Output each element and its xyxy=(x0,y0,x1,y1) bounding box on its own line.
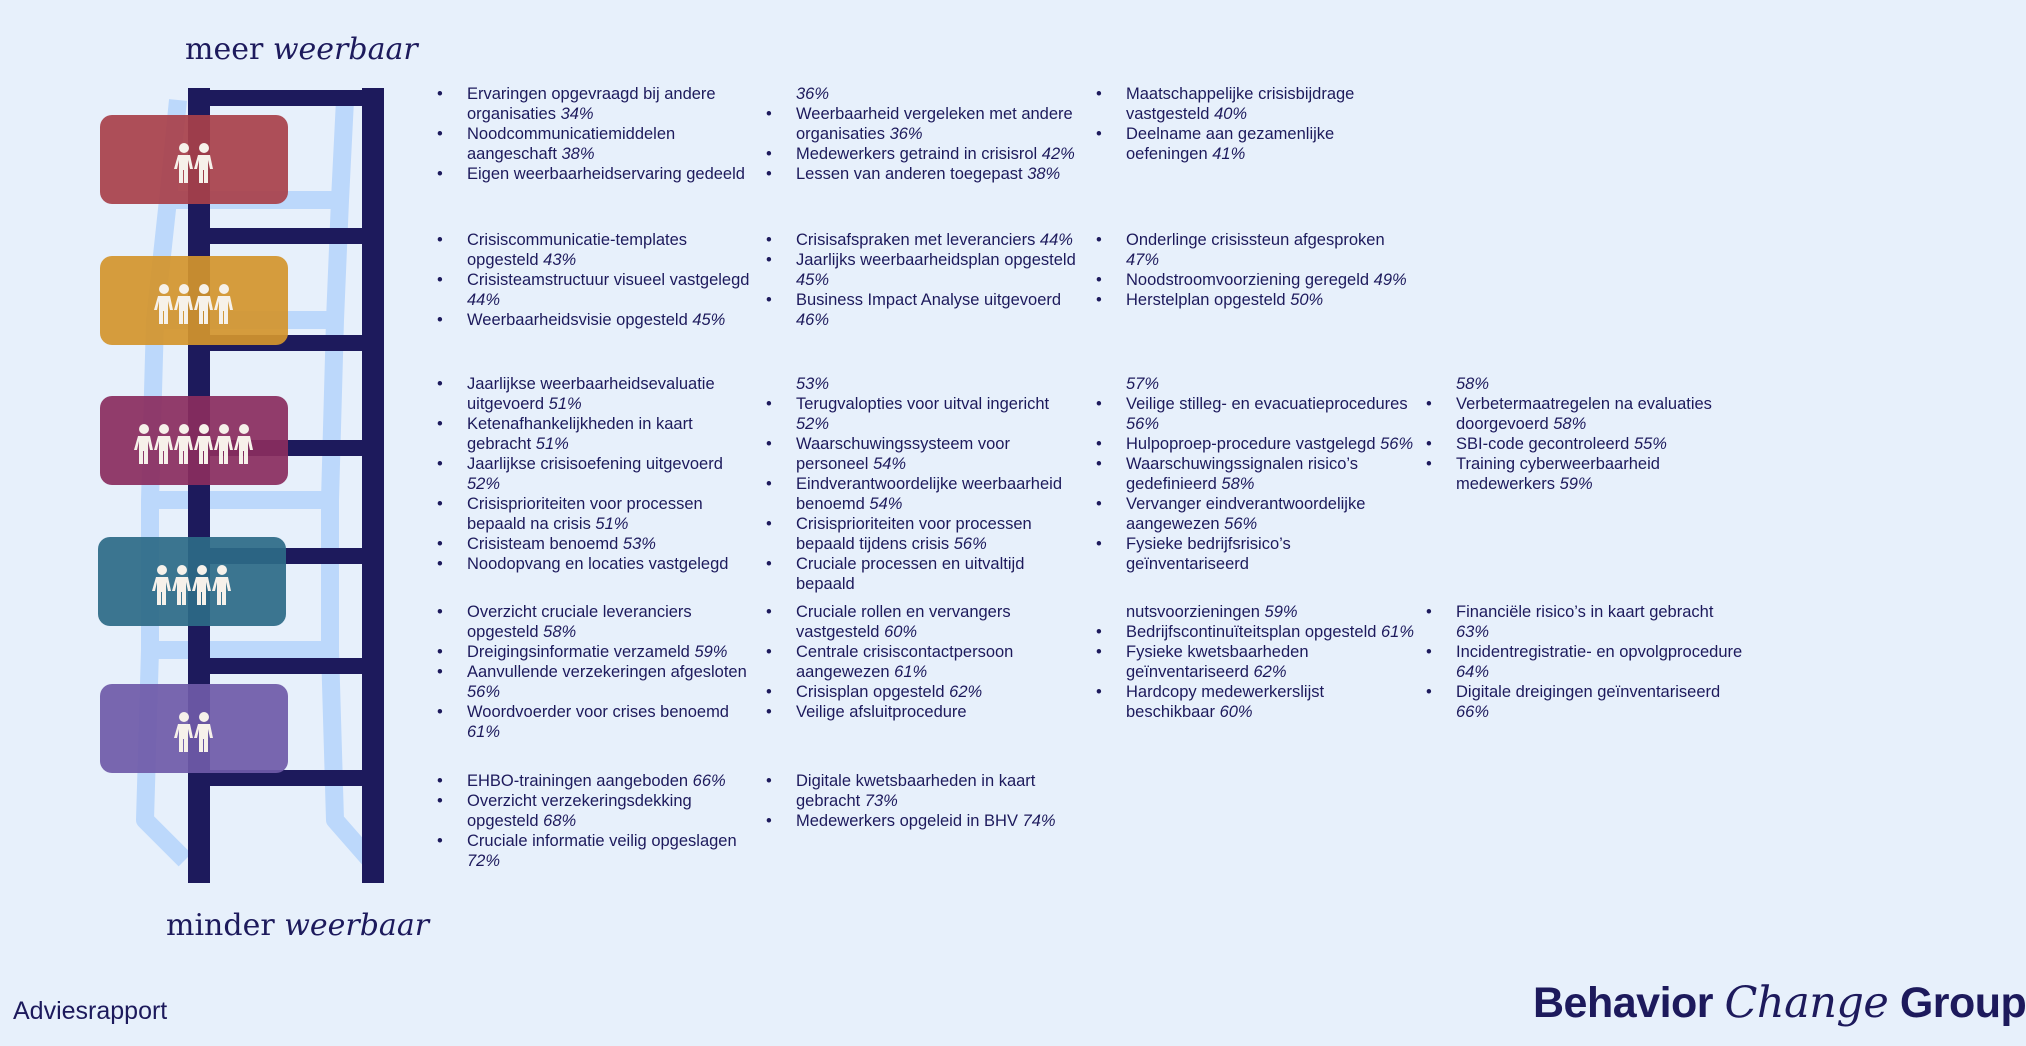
measure-item: • Hulpoproep-procedure vastgelegd 56% xyxy=(1096,434,1416,454)
measure-item: • Maatschappelijke crisisbijdrage vastgesteld 40% xyxy=(1096,84,1416,124)
measure-item xyxy=(1096,374,1416,394)
measure-item: • Fysieke bedrijfsrisico’s geïnventariseerd xyxy=(1096,534,1416,574)
measure-item: • Crisisteamstructuur visueel vastgelegd 44% xyxy=(437,270,757,310)
measure-item: • Hardcopy medewerkerslijst beschikbaar 60% xyxy=(1096,682,1416,722)
percentage: 45% xyxy=(796,271,830,289)
percentage: 44% xyxy=(1039,231,1073,249)
ladder-rung xyxy=(188,658,384,674)
percentage: 56% xyxy=(953,535,987,553)
measure-item: • Ketenafhankelijkheden in kaart gebracht 51% xyxy=(437,414,757,454)
measure-item: • Cruciale informatie veilig opgeslagen 72% xyxy=(437,831,757,871)
measures-row-3-col-2 xyxy=(766,374,1086,594)
percentage: 38% xyxy=(1027,165,1061,183)
percentage: 55% xyxy=(1633,435,1667,453)
measure-item: • EHBO-trainingen aangeboden 66% xyxy=(437,771,757,791)
percentage: 62% xyxy=(949,683,983,701)
measure-item: • SBI-code gecontroleerd 55% xyxy=(1426,434,1746,454)
measure-item: • Incidentregistratie- en opvolgprocedure 64% xyxy=(1426,642,1746,682)
report-label: Adviesrapport xyxy=(13,997,168,1025)
percentage: 53% xyxy=(796,375,830,393)
measure-item: • Medewerkers opgeleid in BHV 74% xyxy=(766,811,1086,831)
measure-item: • Terugvalopties voor uitval ingericht 52% xyxy=(766,394,1086,434)
percentage: 34% xyxy=(560,105,594,123)
level-card-1 xyxy=(100,115,288,204)
measure-item: • Waarschuwingssignalen risico’s gedefinieerd 58% xyxy=(1096,454,1416,494)
percentage: 51% xyxy=(548,395,582,413)
measure-item: • Digitale kwetsbaarheden in kaart gebracht 73% xyxy=(766,771,1086,811)
measure-item: • Onderlinge crisissteun afgesproken 47% xyxy=(1096,230,1416,270)
measure-item: • Weerbaarheidsvisie opgesteld 45% xyxy=(437,310,757,330)
brand-logo: Behavior Change Group xyxy=(1533,978,2026,1028)
measure-item: • Digitale dreigingen geïnventariseerd 66% xyxy=(1426,682,1746,722)
measure-item: • Vervanger eindverantwoordelijke aangewezen 56% xyxy=(1096,494,1416,534)
measure-item: • Woordvoerder voor crises benoemd 61% xyxy=(437,702,757,742)
measure-item: • Ervaringen opgevraagd bij andere organisaties 34% xyxy=(437,84,757,124)
percentage: 64% xyxy=(1456,663,1490,681)
measure-item: • Centrale crisiscontactpersoon aangewezen 61% xyxy=(766,642,1086,682)
measures-row-3-col-3 xyxy=(1096,374,1416,574)
percentage: 56% xyxy=(1224,515,1258,533)
percentage: 59% xyxy=(694,643,728,661)
percentage: 54% xyxy=(869,495,903,513)
measures-row-3-col-1 xyxy=(437,374,757,574)
measure-item: • Crisisteam benoemd 53% xyxy=(437,534,757,554)
percentage: 36% xyxy=(796,85,830,103)
measure-item: • Crisisplan opgesteld 62% xyxy=(766,682,1086,702)
percentage: 38% xyxy=(561,145,595,163)
measure-item: • Crisiscommunicatie-templates opgesteld 43% xyxy=(437,230,757,270)
measures-row-3-col-4 xyxy=(1426,374,1746,494)
level-card-3 xyxy=(100,396,288,485)
percentage: 36% xyxy=(889,125,923,143)
percentage: 49% xyxy=(1373,271,1407,289)
level-card-5 xyxy=(100,684,288,773)
measure-item: • Crisisprioriteiten voor processen bepaald na crisis 51% xyxy=(437,494,757,534)
measure-item: • Dreigingsinformatie verzameld 59% xyxy=(437,642,757,662)
percentage: 61% xyxy=(894,663,928,681)
percentage: 59% xyxy=(1264,603,1298,621)
percentage: 68% xyxy=(543,812,577,830)
measure-item: • Weerbaarheid vergeleken met andere organisaties 36% xyxy=(766,104,1086,144)
percentage: 53% xyxy=(622,535,656,553)
percentage: 54% xyxy=(873,455,907,473)
measure-item: • Jaarlijks weerbaarheidsplan opgesteld 45% xyxy=(766,250,1086,290)
measures-row-5-col-2 xyxy=(766,771,1086,831)
measure-item: • Waarschuwingssysteem voor personeel 54% xyxy=(766,434,1086,474)
percentage: 58% xyxy=(1221,475,1255,493)
measure-item: • Noodcommunicatiemiddelen aangeschaft 38% xyxy=(437,124,757,164)
percentage: 61% xyxy=(1381,623,1415,641)
percentage: 52% xyxy=(796,415,830,433)
percentage: 62% xyxy=(1253,663,1287,681)
percentage: 57% xyxy=(1126,375,1160,393)
percentage: 58% xyxy=(1553,415,1587,433)
percentage: 56% xyxy=(467,683,501,701)
measures-row-1-col-2 xyxy=(766,84,1086,184)
percentage: 56% xyxy=(1126,415,1160,433)
percentage: 58% xyxy=(543,623,577,641)
measure-item xyxy=(1426,374,1746,394)
ladder-rung xyxy=(188,228,384,244)
measures-row-1-col-3 xyxy=(1096,84,1416,164)
measure-item: • Aanvullende verzekeringen afgesloten 56% xyxy=(437,662,757,702)
measure-item: nutsvoorzieningen 59% xyxy=(1126,603,1298,621)
measure-item: • Veilige stilleg- en evacuatieprocedures 56% xyxy=(1096,394,1416,434)
top-label: meer weerbaar xyxy=(185,32,418,67)
measure-item: • Financiële risico’s in kaart gebracht 63% xyxy=(1426,602,1746,642)
measure-item: • Medewerkers getraind in crisisrol 42% xyxy=(766,144,1086,164)
measure-item: • Crisisafspraken met leveranciers 44% xyxy=(766,230,1086,250)
percentage: 58% xyxy=(1456,375,1490,393)
measure-item: • Cruciale rollen en vervangers vastgesteld 60% xyxy=(766,602,1086,642)
percentage: 52% xyxy=(467,475,501,493)
measure-item: • Noodopvang en locaties vastgelegd xyxy=(437,554,757,574)
measure-item xyxy=(766,84,1086,104)
percentage: 60% xyxy=(1219,703,1253,721)
percentage: 40% xyxy=(1214,105,1248,123)
measure-item: • Eigen weerbaarheidservaring gedeeld xyxy=(437,164,757,184)
percentage: 66% xyxy=(1456,703,1490,721)
percentage: 66% xyxy=(692,772,726,790)
measure-item: • Eindverantwoordelijke weerbaarheid benoemd 54% xyxy=(766,474,1086,514)
percentage: 50% xyxy=(1290,291,1324,309)
measure-item: • Fysieke kwetsbaarheden geïnventariseerd 62% xyxy=(1096,642,1416,682)
measure-item: • Noodstroomvoorziening geregeld 49% xyxy=(1096,270,1416,290)
percentage: 63% xyxy=(1456,623,1490,641)
ladder-rung xyxy=(188,90,384,106)
percentage: 51% xyxy=(535,435,569,453)
measures-row-4-col-3 xyxy=(1096,602,1416,722)
measures-row-2-col-3 xyxy=(1096,230,1416,310)
measure-item: • Herstelplan opgesteld 50% xyxy=(1096,290,1416,310)
measure-item: • Deelname aan gezamenlijke oefeningen 41% xyxy=(1096,124,1416,164)
measure-item: • Verbetermaatregelen na evaluaties doorgevoerd 58% xyxy=(1426,394,1746,434)
percentage: 44% xyxy=(467,291,501,309)
level-card-2 xyxy=(100,256,288,345)
percentage: 43% xyxy=(543,251,577,269)
percentage: 51% xyxy=(595,515,629,533)
percentage: 56% xyxy=(1380,435,1414,453)
percentage: 61% xyxy=(467,723,501,741)
percentage: 74% xyxy=(1022,812,1056,830)
measure-item: • Overzicht verzekeringsdekking opgesteld 68% xyxy=(437,791,757,831)
measures-row-1-col-1 xyxy=(437,84,757,184)
measure-item: • Crisisprioriteiten voor processen bepaald tijdens crisis 56% xyxy=(766,514,1086,554)
measure-item: • Jaarlijkse weerbaarheidsevaluatie uitgevoerd 51% xyxy=(437,374,757,414)
percentage: 46% xyxy=(796,311,830,329)
measures-row-5-col-1 xyxy=(437,771,757,871)
percentage: 47% xyxy=(1126,251,1160,269)
measures-row-2-col-1 xyxy=(437,230,757,330)
measure-item: • Lessen van anderen toegepast 38% xyxy=(766,164,1086,184)
percentage: 45% xyxy=(692,311,726,329)
level-card-4 xyxy=(98,537,286,626)
percentage: 72% xyxy=(467,852,501,870)
bottom-label: minder weerbaar xyxy=(166,908,430,943)
percentage: 60% xyxy=(884,623,918,641)
measures-row-4-col-2 xyxy=(766,602,1086,722)
measure-item: • Cruciale processen en uitvaltijd bepaald xyxy=(766,554,1086,594)
measure-item xyxy=(766,374,1086,394)
percentage: 42% xyxy=(1041,145,1075,163)
measure-item: • Jaarlijkse crisisoefening uitgevoerd 52% xyxy=(437,454,757,494)
measure-item: • Training cyberweerbaarheid medewerkers 59% xyxy=(1426,454,1746,494)
measure-item: • Veilige afsluitprocedure xyxy=(766,702,1086,722)
measure-item: • Bedrijfscontinuïteitsplan opgesteld 61% xyxy=(1096,622,1416,642)
ladder-diagram xyxy=(0,0,420,900)
measures-row-4-col-4 xyxy=(1426,602,1746,722)
percentage: 41% xyxy=(1212,145,1246,163)
measure-item: • Business Impact Analyse uitgevoerd 46% xyxy=(766,290,1086,330)
measures-row-2-col-2 xyxy=(766,230,1086,330)
measures-row-4-col-1 xyxy=(437,602,757,742)
percentage: 73% xyxy=(864,792,898,810)
measure-item: • Overzicht cruciale leveranciers opgesteld 58% xyxy=(437,602,757,642)
percentage: 59% xyxy=(1559,475,1593,493)
